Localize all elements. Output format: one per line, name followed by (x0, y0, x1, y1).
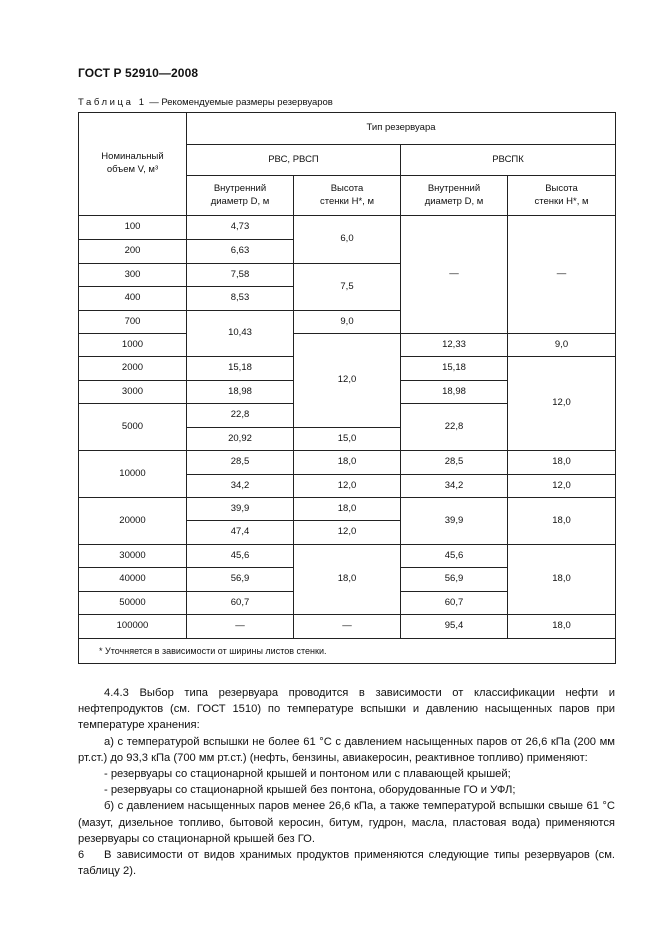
rvs-diameter-cell: 56,9 (187, 568, 294, 592)
rvspk-height-cell: 18,0 (508, 545, 616, 615)
rvspk-diameter-cell: 95,4 (401, 615, 508, 639)
rvs-diameter-cell: 45,6 (187, 545, 294, 568)
header-rvspk-height: Высота стенки H*, м (508, 176, 616, 216)
rvs-diameter-cell: 28,5 (187, 451, 294, 475)
table-caption-prefix: Таблица 1 (78, 97, 147, 108)
volume-cell: 1000 (79, 334, 187, 357)
rvspk-diameter-cell: 12,33 (401, 334, 508, 357)
volume-cell: 700 (79, 311, 187, 334)
rvspk-diameter-cell: 34,2 (401, 475, 508, 498)
rvs-diameter-cell: 60,7 (187, 592, 294, 615)
paragraph-table-ref: В зависимости от видов хранимых продуктов применяются следующие типы резервуаров (см. таблицу 2). (78, 849, 615, 878)
rvs-height-cell: 18,0 (294, 451, 401, 475)
rvs-height-cell: 15,0 (294, 428, 401, 451)
page-number: 6 (78, 849, 85, 861)
rvs-height-cell: 6,0 (294, 216, 401, 264)
body-text (78, 685, 615, 879)
volume-cell: 300 (79, 264, 187, 287)
rvs-height-cell: 7,5 (294, 264, 401, 311)
volume-cell: 10000 (79, 451, 187, 498)
rvs-height-cell: 9,0 (294, 311, 401, 334)
rvs-diameter-cell: 4,73 (187, 216, 294, 240)
rvspk-height-cell: 12,0 (508, 357, 616, 451)
header-tank-type: Тип резервуара (187, 113, 616, 145)
rvspk-diameter-cell: 15,18 (401, 357, 508, 381)
document-header: ГОСТ Р 52910—2008 (78, 66, 199, 80)
rvspk-diameter-cell: 60,7 (401, 592, 508, 615)
volume-cell: 100000 (79, 615, 187, 639)
rvs-diameter-cell: 18,98 (187, 381, 294, 404)
rvs-diameter-cell: 22,8 (187, 404, 294, 428)
rvspk-height-cell: 9,0 (508, 334, 616, 357)
table-caption-title: — Рекомендуемые размеры резервуаров (146, 97, 333, 108)
rvspk-diameter-cell: 22,8 (401, 404, 508, 451)
volume-cell: 5000 (79, 404, 187, 451)
rvs-height-cell: 18,0 (294, 498, 401, 521)
table-footnote: * Уточняется в зависимости от ширины листов стенки. (79, 639, 616, 664)
rvspk-height-cell: 12,0 (508, 475, 616, 498)
rvspk-height-cell: 18,0 (508, 451, 616, 475)
rvspk-diameter-cell: — (401, 216, 508, 334)
rvspk-diameter-cell: 39,9 (401, 498, 508, 545)
volume-cell: 20000 (79, 498, 187, 545)
rvs-height-cell: 12,0 (294, 334, 401, 428)
paragraph-4-4-3: 4.4.3 Выбор типа резервуара проводится в зависимости от классификации нефти и нефтепродуктов (см. ГОСТ 1510) по температуре вспышки и давлению насыщенных паров при температуре хранения: (78, 687, 615, 732)
rvs-diameter-cell: 7,58 (187, 264, 294, 287)
rvs-diameter-cell: 15,18 (187, 357, 294, 381)
rvs-height-cell: 12,0 (294, 521, 401, 545)
volume-cell: 200 (79, 240, 187, 264)
paragraph-dash-1: - резервуары со стационарной крышей и понтоном или с плавающей крышей; (104, 768, 511, 781)
volume-cell: 400 (79, 287, 187, 311)
volume-cell: 30000 (79, 545, 187, 568)
rvspk-diameter-cell: 18,98 (401, 381, 508, 404)
rvspk-height-cell: — (508, 216, 616, 334)
paragraph-item-b: б) с давлением насыщенных паров менее 26,6 кПа, а также температурой вспышки свыше 61 °С (мазут, дизельное топливо, бытовой керосин, битум, гудрон, масла, пластовая вода) применяются резервуары со стационарной крышей без ГО. (78, 800, 615, 845)
rvs-diameter-cell: 39,9 (187, 498, 294, 521)
volume-cell: 2000 (79, 357, 187, 381)
header-rvs-diameter: Внутренний диаметр D, м (187, 176, 294, 216)
header-rvspk: РВСПК (401, 145, 616, 176)
rvs-diameter-cell: 8,53 (187, 287, 294, 311)
rvs-diameter-cell: 10,43 (187, 311, 294, 357)
table-caption (78, 97, 333, 108)
volume-cell: 100 (79, 216, 187, 240)
rvspk-diameter-cell: 28,5 (401, 451, 508, 475)
volume-cell: 3000 (79, 381, 187, 404)
rvspk-diameter-cell: 56,9 (401, 568, 508, 592)
rvs-height-cell: 12,0 (294, 475, 401, 498)
header-rvspk-diameter: Внутренний диаметр D, м (401, 176, 508, 216)
rvspk-height-cell: 18,0 (508, 615, 616, 639)
rvs-diameter-cell: 6,63 (187, 240, 294, 264)
header-rvs-rvsp: РВС, РВСП (187, 145, 401, 176)
rvs-diameter-cell: 34,2 (187, 475, 294, 498)
paragraph-item-a: а) с температурой вспышки не более 61 °С с давлением насыщенных паров от 26,6 кПа (200 мм рт.ст.) до 93,3 кПа (700 мм рт.ст.) (нефть, бензины, авиакеросин, реактивное топливо) применяют: (78, 735, 615, 764)
rvs-diameter-cell: — (187, 615, 294, 639)
rvs-height-cell: 18,0 (294, 545, 401, 615)
rvs-diameter-cell: 47,4 (187, 521, 294, 545)
rvspk-height-cell: 18,0 (508, 498, 616, 545)
volume-cell: 40000 (79, 568, 187, 592)
header-rvs-height: Высота стенки H*, м (294, 176, 401, 216)
paragraph-dash-2: - резервуары со стационарной крышей без понтона, оборудованные ГО и УФЛ; (104, 784, 516, 797)
header-volume: Номинальный объем V, м³ (79, 113, 187, 216)
rvs-diameter-cell: 20,92 (187, 428, 294, 451)
rvs-height-cell: — (294, 615, 401, 639)
volume-cell: 50000 (79, 592, 187, 615)
rvspk-diameter-cell: 45,6 (401, 545, 508, 568)
tank-sizes-table (78, 112, 616, 664)
